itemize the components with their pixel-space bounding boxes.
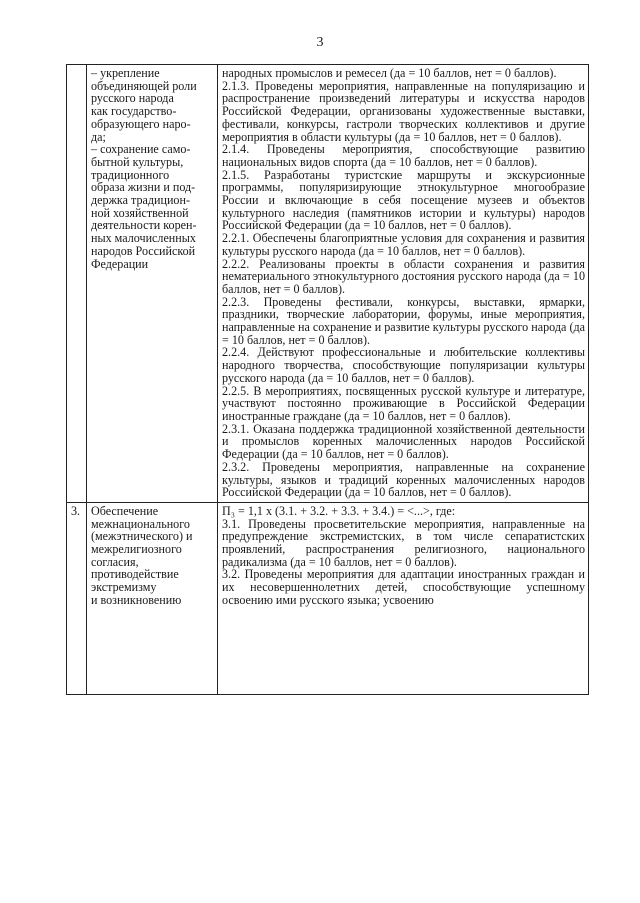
goal-line: межнационального	[91, 516, 190, 531]
row-number-cell	[67, 65, 87, 503]
goal-line: как государство-	[91, 104, 177, 119]
goal-line: противодействие	[91, 567, 179, 582]
goal-line: да;	[91, 129, 106, 144]
table-row	[67, 502, 589, 694]
table-row	[67, 65, 589, 503]
indicators-cell	[218, 502, 589, 694]
goal-line: бытной культуры,	[91, 154, 184, 169]
criteria-table	[66, 64, 589, 695]
goal-line: народов Российской	[91, 243, 196, 258]
goal-line: согласия,	[91, 554, 139, 569]
goal-line: Обеспечение	[91, 503, 159, 518]
goal-line: образа жизни и под-	[91, 180, 196, 195]
goal-line: традиционного	[91, 167, 170, 182]
row-number-cell: 3.	[67, 502, 87, 694]
goal-line: – укрепление	[91, 66, 160, 80]
formula: П₃ = 1,1 x (3.1. + 3.2. + 3.3. + 3.4.) = <...>, где:	[222, 503, 456, 518]
indicators-cell	[218, 65, 589, 503]
page-number: 3	[316, 35, 324, 50]
goal-line: ных малочисленных	[91, 231, 196, 246]
goal-cell	[87, 65, 218, 503]
goal-line: и возникновению	[91, 592, 182, 607]
goal-line: – сохранение само-	[91, 142, 191, 157]
goal-line: русского народа	[91, 91, 174, 106]
goal-line: держка традицион-	[91, 193, 190, 208]
indicator-paragraph: 3.2. Проведены мероприятия для адаптации иностранных граждан и их несовершеннолетних детей, способствующие успешному освоению ими русского языка; усвоению	[222, 567, 585, 607]
indicator-paragraph: 3.1. Проведены просветительские мероприятия, направленные на предупреждение экстремистских, в том числе сепаратистских проявлений, распространения религиозного, национального радикализма (да = 10 баллов, нет = 0 баллов).	[222, 516, 585, 569]
goal-line: образующего наро-	[91, 116, 191, 131]
indicator-paragraph: 2.2.5. В мероприятиях, посвященных русской культуре и литературе, участвуют постоянно проживающие в Российской Федерации иностранные граждане (да = 10 баллов, нет = 0 баллов).	[222, 383, 585, 423]
indicator-paragraph: 2.1.3. Проведены мероприятия, направленные на популяризацию и распространение произведений литературы и искусства народов Российской Федерации, организованы художественные выставки, фестивали, конкурсы, гастроли творческих коллективов и другие мероприятия в области культуры (да = 10 баллов, нет = 0 баллов).	[222, 78, 585, 144]
indicator-paragraph: 2.1.5. Разработаны туристские маршруты и экскурсионные программы, популяризирующие этнокультурное многообразие России и включающие в себя посещение музеев и объектов культурного наследия (памятников истории и культуры) народов Российской Федерации (да = 10 баллов, нет = 0 баллов).	[222, 167, 585, 233]
goal-cell	[87, 502, 218, 694]
indicator-paragraph: 2.2.3. Проведены фестивали, конкурсы, выставки, ярмарки, праздники, творческие лаборатории, форумы, иные мероприятия, направленные на сохранение и развитие культуры русского народа (да = 10 баллов, нет = 0 баллов).	[222, 294, 585, 347]
goal-line: ной хозяйственной	[91, 205, 189, 220]
indicator-paragraph: народных промыслов и ремесел (да = 10 баллов, нет = 0 баллов).	[222, 66, 557, 80]
indicator-paragraph: 2.1.4. Проведены мероприятия, способствующие развитию национальных видов спорта (да = 10 баллов, нет = 0 баллов).	[222, 142, 585, 169]
goal-line: деятельности корен-	[91, 218, 197, 233]
indicator-paragraph: 2.2.1. Обеспечены благоприятные условия для сохранения и развития культуры русского народа (да = 10 баллов, нет = 0 баллов).	[222, 231, 585, 258]
goal-line: экстремизму	[91, 580, 157, 595]
indicator-paragraph: 2.3.2. Проведены мероприятия, направленные на сохранение культуры, языков и традиций коренных малочисленных народов Российской Федерации (да = 10 баллов, нет = 0 баллов).	[222, 459, 585, 500]
goal-line: Федерации	[91, 256, 149, 271]
indicator-paragraph: 2.2.2. Реализованы проекты в области сохранения и развития нематериального этнокультурного достояния русского народа (да = 10 баллов, нет = 0 баллов).	[222, 256, 585, 296]
goal-line: (межэтнического) и	[91, 529, 193, 544]
indicator-paragraph: 2.2.4. Действуют профессиональные и любительские коллективы народного творчества, способствующие популяризации культуры русского народа (да = 10 баллов, нет = 0 баллов).	[222, 345, 585, 385]
indicator-paragraph: 2.3.1. Оказана поддержка традиционной хозяйственной деятельности и промыслов коренных малочисленных народов Российской Федерации (да = 10 баллов, нет = 0 баллов).	[222, 421, 585, 462]
goal-line: межрелигиозного	[91, 542, 182, 557]
goal-line: объединяющей роли	[91, 78, 197, 93]
